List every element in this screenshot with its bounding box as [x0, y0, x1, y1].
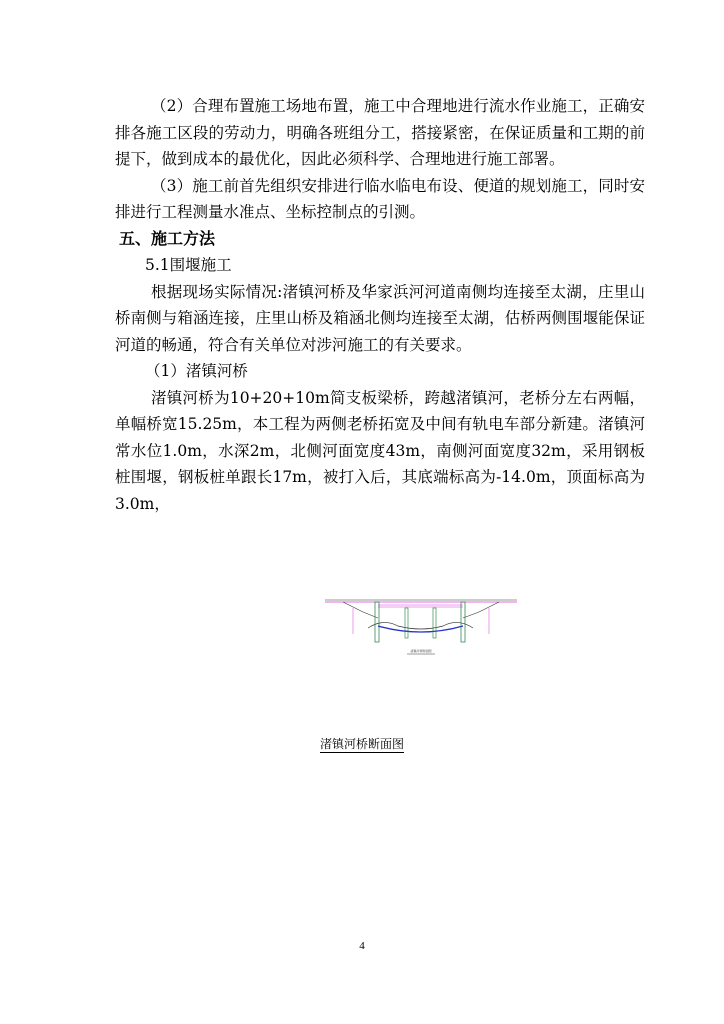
bridge-section-drawing	[323, 588, 519, 664]
paragraph-cofferdam: 根据现场实际情况:渚镇河桥及华家浜河河道南侧均连接至太湖，庄里山桥南侧与箱涵连接，庄里山桥及箱涵北侧均连接至太湖，估桥两侧围堰能保证河道的畅通，符合有关单位对涉河施工的有关要求。	[115, 282, 645, 354]
figure-caption-text: 渚镇河桥断面图	[319, 737, 404, 751]
page-number: 4	[359, 940, 365, 952]
paragraph-site-layout: （2）合理布置施工场地布置，施工中合理地进行流水作业施工，正确安排各施工区段的劳动力，明确各班组分工，搭接紧密，在保证质量和工期的前提下，做到成本的最优化，因此必须科学、合理地进行施工部署。	[115, 97, 645, 168]
paragraph-preparation: （3）施工前首先组织安排进行临水临电布设、便道的规划施工，同时安排进行工程测量水准点、坐标控制点的引测。	[115, 176, 645, 221]
item-heading: （1）渚镇河桥	[145, 362, 248, 380]
svg-text:渚镇河桥断面图: 渚镇河桥断面图	[410, 649, 432, 653]
figure-caption	[0, 735, 724, 752]
subsection-heading: 5.1围堰施工	[145, 256, 232, 274]
section-heading: 五、施工方法	[119, 228, 216, 248]
body-text	[115, 93, 645, 517]
paragraph-bridge-details: 渚镇河桥为10+20+10m简支板梁桥，跨越渚镇河，老桥分左右两幅，单幅桥宽15.25m，本工程为两侧老桥拓宽及中间有轨电车部分新建。渚镇河常水位1.0m，水深2m，北侧河面宽度43m，南侧河面宽度32m，采用钢板桩围堰，钢板桩单跟长17m，被打入后，其底端标高为-14.0m，顶面标高为3.0m，	[115, 388, 645, 513]
